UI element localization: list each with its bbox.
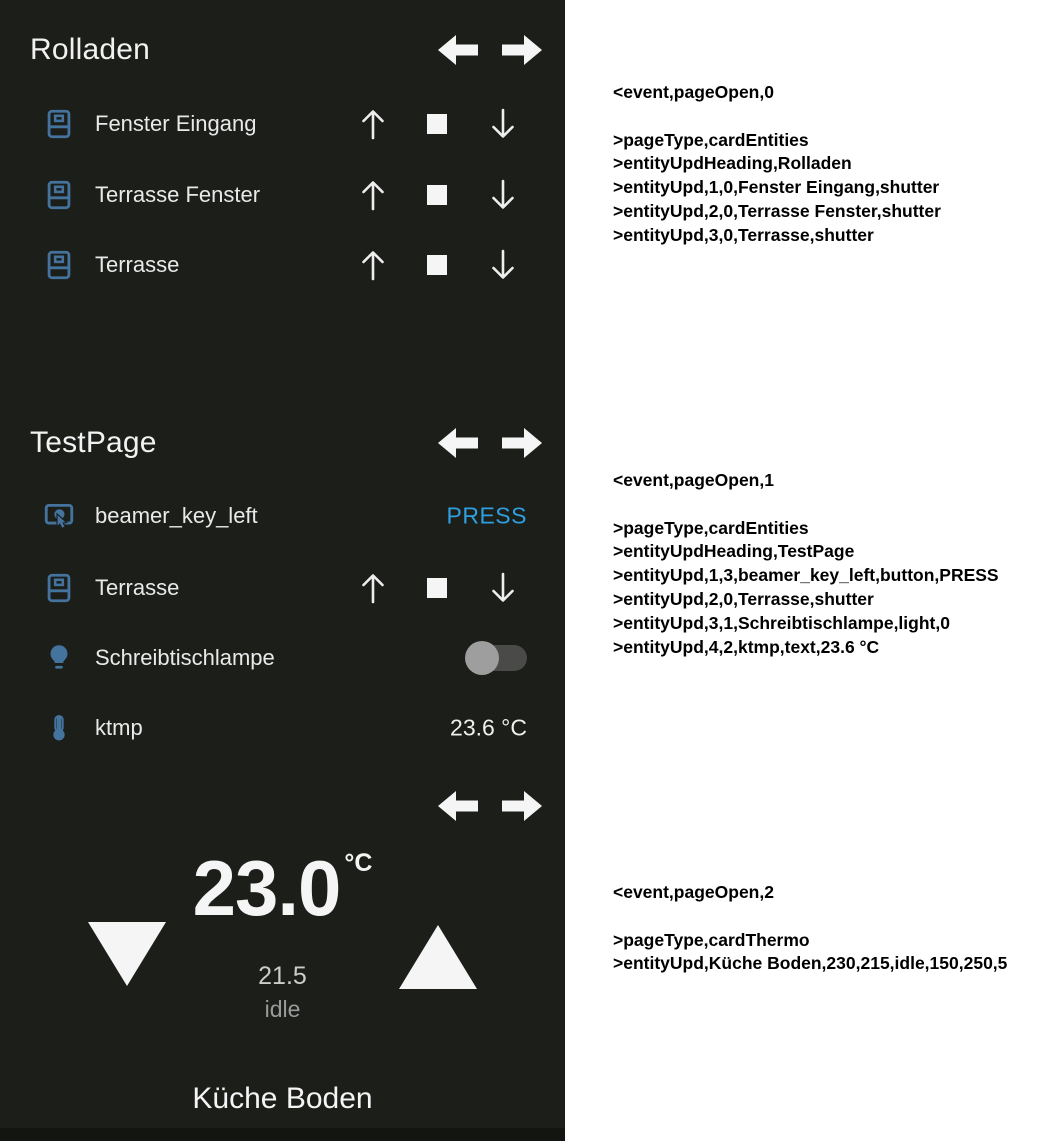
page-nav-thermo (438, 791, 542, 821)
nav-left-icon[interactable] (438, 35, 478, 65)
entity-label: Fenster Eingang (95, 111, 257, 136)
page-nav-rolladen (438, 35, 542, 65)
log-line: >pageType,cardEntities (613, 129, 809, 150)
nav-right-icon[interactable] (502, 35, 542, 65)
log-line: >entityUpd,1,3,beamer_key_left,button,PRESS (613, 565, 999, 586)
log-line: >entityUpd,3,0,Terrasse,shutter (613, 224, 874, 245)
page-nav-testpage (438, 428, 542, 458)
page-title-rolladen: Rolladen (30, 33, 151, 66)
window-shutter-icon (42, 178, 76, 212)
log-line: >entityUpdHeading,Rolladen (613, 153, 852, 174)
log-line: <event,pageOpen,2 (613, 882, 774, 902)
shutter-up-icon[interactable] (358, 178, 388, 212)
entity-label: beamer_key_left (95, 503, 258, 528)
shutter-stop-icon[interactable] (427, 185, 447, 205)
shutter-down-icon[interactable] (488, 107, 518, 141)
entity-label: Terrasse (95, 575, 180, 600)
page-title-testpage: TestPage (30, 426, 157, 459)
shutter-up-icon[interactable] (358, 571, 388, 605)
log-block-page0 (613, 81, 941, 248)
lightbulb-icon (42, 641, 76, 675)
shutter-up-icon[interactable] (358, 107, 388, 141)
log-line: >entityUpd,1,0,Fenster Eingang,shutter (613, 177, 940, 198)
entity-row (0, 96, 565, 152)
current-temperature (0, 843, 565, 934)
log-block-page2 (613, 881, 1007, 976)
entity-row (0, 560, 565, 616)
shutter-stop-icon[interactable] (427, 114, 447, 134)
entity-label: Schreibtischlampe (95, 645, 275, 670)
temperature-unit: °C (344, 849, 373, 877)
entity-row (0, 630, 565, 686)
log-line (613, 905, 1007, 929)
log-line: >entityUpdHeading,TestPage (613, 541, 855, 562)
window-shutter-icon (42, 107, 76, 141)
panel-bottom-strip (0, 1128, 565, 1141)
log-line: <event,pageOpen,1 (613, 470, 774, 490)
log-line (613, 493, 999, 517)
log-line: >entityUpd,Küche Boden,230,215,idle,150,250,5 (613, 953, 1008, 974)
log-line: >pageType,cardEntities (613, 517, 809, 538)
thermostat-title: Küche Boden (192, 1082, 373, 1115)
log-line: >entityUpd,4,2,ktmp,text,23.6 °C (613, 636, 880, 657)
shutter-down-icon[interactable] (488, 178, 518, 212)
entity-row (0, 167, 565, 223)
shutter-up-icon[interactable] (358, 248, 388, 282)
entity-label: Terrasse Fenster (95, 182, 261, 207)
log-line (613, 105, 941, 129)
hvac-state: idle (264, 996, 301, 1022)
sensor-value: 23.6 °C (450, 714, 527, 741)
toggle-knob (465, 641, 499, 675)
entity-row (0, 237, 565, 293)
light-toggle-switch[interactable] (465, 641, 527, 675)
current-temperature-value: 23.0 (192, 844, 341, 932)
gesture-tap-button-icon (42, 499, 76, 533)
nav-right-icon[interactable] (502, 428, 542, 458)
log-block-page1 (613, 469, 999, 659)
entity-label: Terrasse (95, 252, 180, 277)
log-line: <event,pageOpen,0 (613, 82, 774, 102)
log-line: >entityUpd,2,0,Terrasse,shutter (613, 588, 874, 609)
shutter-stop-icon[interactable] (427, 255, 447, 275)
nav-left-icon[interactable] (438, 428, 478, 458)
shutter-down-icon[interactable] (488, 248, 518, 282)
log-line: >entityUpd,3,1,Schreibtischlampe,light,0 (613, 612, 950, 633)
entity-row (0, 488, 565, 544)
window-shutter-icon (42, 248, 76, 282)
shutter-down-icon[interactable] (488, 571, 518, 605)
setpoint-temperature: 21.5 (258, 962, 307, 990)
log-line: >entityUpd,2,0,Terrasse Fenster,shutter (613, 200, 941, 221)
window-shutter-icon (42, 571, 76, 605)
shutter-stop-icon[interactable] (427, 578, 447, 598)
nav-right-icon[interactable] (502, 791, 542, 821)
entity-row (0, 700, 565, 756)
thermometer-icon (42, 711, 76, 745)
nav-left-icon[interactable] (438, 791, 478, 821)
press-button[interactable]: PRESS (446, 502, 527, 529)
entity-label: ktmp (95, 715, 143, 740)
log-line: >pageType,cardThermo (613, 929, 810, 950)
